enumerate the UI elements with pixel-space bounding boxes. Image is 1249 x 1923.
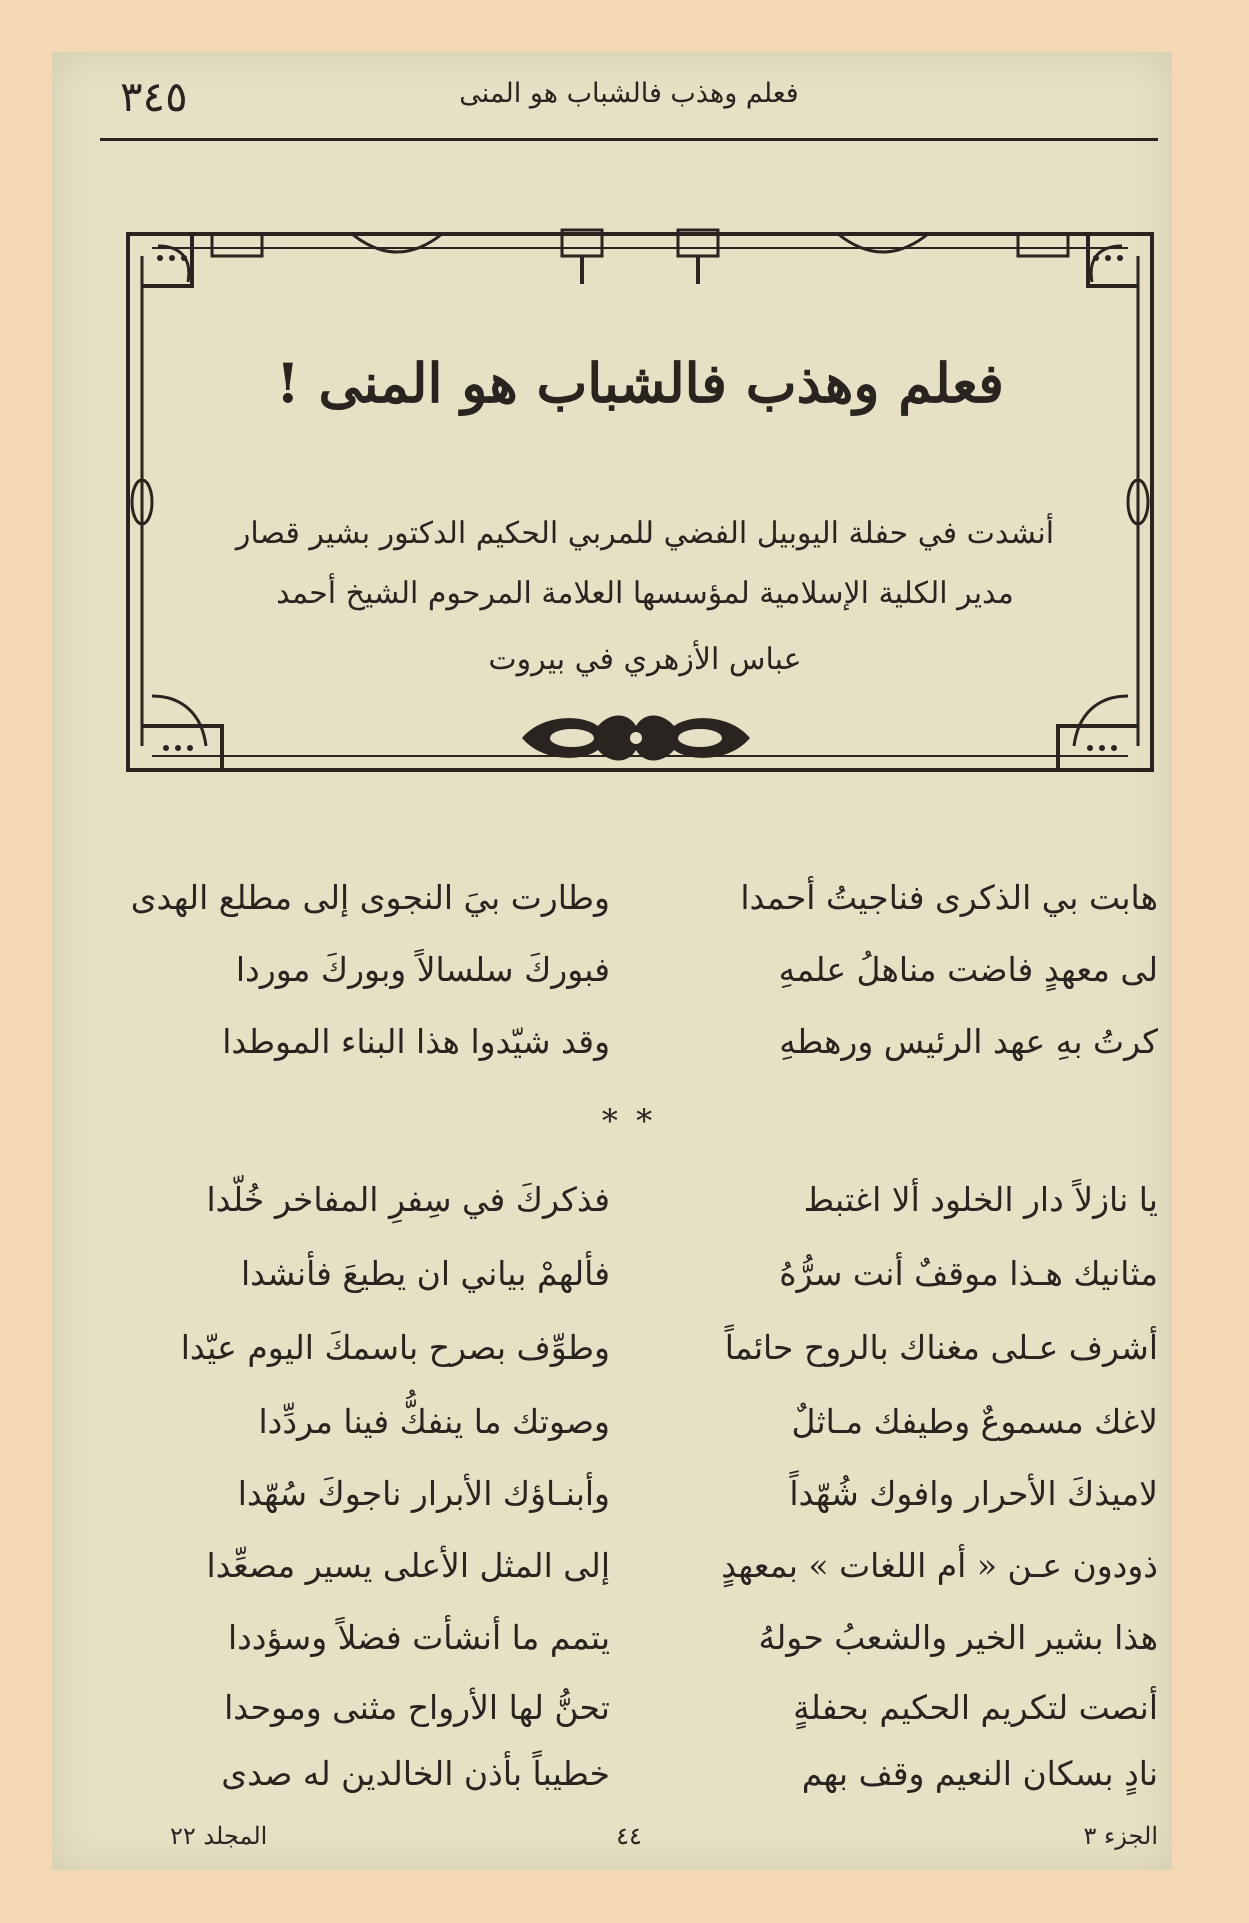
- verse-first-hemistich: مثانيك هـذا موقفٌ أنت سرُّهُ: [779, 1254, 1158, 1293]
- verse-first-hemistich: أنصت لتكريم الحكيم بحفلةٍ: [793, 1688, 1158, 1727]
- verse-second-hemistich: وقد شيّدوا هذا البناء الموطدا: [222, 1022, 610, 1061]
- verse-second-hemistich: وصوتك ما ينفكُّ فينا مردِّدا: [258, 1402, 610, 1441]
- verse-second-hemistich: وأبنـاؤك الأبرار ناجوكَ سُهّدا: [237, 1474, 610, 1513]
- verse: [100, 1754, 1158, 1793]
- verse-second-hemistich: يتمم ما أنشأت فضلاً وسؤددا: [227, 1618, 610, 1657]
- verse: [100, 950, 1158, 989]
- running-title: فعلم وهذب فالشباب هو المنى: [459, 78, 799, 109]
- page-footer: [100, 1822, 1158, 1862]
- poem-dedication-line-2: مدير الكلية الإسلامية لمؤسسها العلامة المرحوم الشيخ أحمد: [276, 576, 1014, 611]
- verse: [100, 878, 1158, 917]
- stanza-separator: * *: [601, 1102, 657, 1140]
- poem-dedication-line-1: أنشدت في حفلة اليوبيل الفضي للمربي الحكيم الدكتور بشير قصار: [235, 516, 1055, 551]
- verse-first-hemistich: هذا بشير الخير والشعبُ حولهُ: [758, 1618, 1158, 1657]
- verse-first-hemistich: نادٍ بسكان النعيم وقف بهم: [801, 1754, 1158, 1793]
- verse-first-hemistich: ذودون عـن « أم اللغات » بمعهدٍ: [721, 1546, 1158, 1585]
- footer-page-number: ٤٤: [616, 1822, 642, 1850]
- poem: [100, 0, 1158, 1923]
- verse-first-hemistich: لاميذكَ الأحرار وافوك شُهّداً: [789, 1474, 1158, 1513]
- verse-first-hemistich: كرتُ بهِ عهد الرئيس ورهطهِ: [779, 1022, 1158, 1061]
- verse-first-hemistich: لى معهدٍ فاضت مناهلُ علمهِ: [778, 950, 1158, 989]
- footer-issue: الجزء ٣: [1083, 1822, 1158, 1850]
- verse-first-hemistich: أشرف عـلى مغناك بالروح حائماً: [724, 1328, 1158, 1367]
- verse: [100, 1546, 1158, 1585]
- verse: [100, 1402, 1158, 1441]
- verse-second-hemistich: وطارت بيَ النجوى إلى مطلع الهدى: [130, 878, 610, 917]
- verse-second-hemistich: وطوِّف بصرح باسمكَ اليوم عيّدا: [180, 1328, 610, 1367]
- verse: [100, 1254, 1158, 1293]
- verse: [100, 1474, 1158, 1513]
- verse: [100, 1180, 1158, 1219]
- page-number: ٣٤٥: [120, 72, 188, 121]
- verse-second-hemistich: إلى المثل الأعلى يسير مصعِّدا: [206, 1546, 610, 1585]
- verse: [100, 1022, 1158, 1061]
- poem-dedication-line-3: عباس الأزهري في بيروت: [488, 642, 802, 677]
- verse-second-hemistich: فبوركَ سلسالاً وبوركَ موردا: [235, 950, 610, 989]
- verse: [100, 1618, 1158, 1657]
- verse: [100, 1328, 1158, 1367]
- verse-first-hemistich: يا نازلاً دار الخلود ألا اغتبط: [803, 1180, 1158, 1219]
- poem-title: فعلم وهذب فالشباب هو المنى !: [276, 351, 1004, 415]
- verse: [100, 1688, 1158, 1727]
- verse-second-hemistich: فذكركَ في سِفرِ المفاخر خُلّدا: [206, 1180, 610, 1219]
- footer-volume: المجلد ٢٢: [170, 1822, 268, 1850]
- verse-second-hemistich: فألهمْ بياني ان يطيعَ فأنشدا: [240, 1254, 610, 1293]
- verse-first-hemistich: هابت بي الذكرى فناجيتُ أحمدا: [740, 878, 1158, 917]
- verse-first-hemistich: لاغك مسموعٌ وطيفك مـاثلٌ: [791, 1402, 1158, 1441]
- verse-second-hemistich: خطيباً بأذن الخالدين له صدى: [221, 1754, 610, 1793]
- verse-second-hemistich: تحنُّ لها الأرواح مثنى وموحدا: [224, 1688, 610, 1727]
